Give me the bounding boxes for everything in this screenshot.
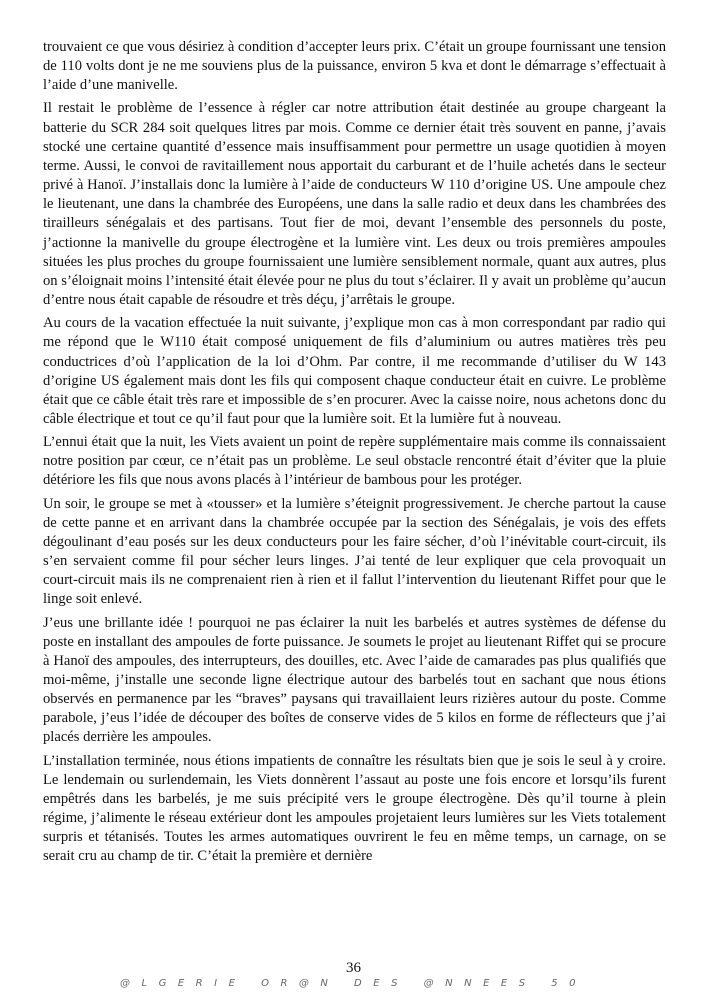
- body-text: [43, 38, 666, 871]
- paragraph-1: trouvaient ce que vous désiriez à condition d’accepter leurs prix. C’était un groupe fournissant une tension de 110 volts dont je ne me souviens plus de la puissance, environ 5 kva et dont le démarrage s’effectuait à l’aide d’une manivelle.: [43, 39, 666, 94]
- footer-title: @LGERIE OR@N DES @NNEES 50: [120, 978, 587, 989]
- paragraph-5: Un soir, le groupe se met à «tousser» et la lumière s’éteignit progressivement. Je cherche partout la cause de cette panne et en arrivant dans la chambrée occupée par la section des Sénégalais, je vois des effets dégoulinant d’eau posés sur les deux conducteurs pour les faire sécher, d’où l’inévitable court-circuit, ils s’en servaient comme fil pour sécher leurs linges. J’ai tenté de leur expliquer que cela provoquait un court-circuit mais ils ne comprenaient rien à rien et il fallut l’intervention du lieutenant Riffet pour que le linge soit enlevé.: [43, 495, 666, 608]
- page-number: 36: [346, 960, 361, 976]
- paragraph-3: Au cours de la vacation effectuée la nuit suivante, j’explique mon cas à mon correspondant par radio qui me répond que le W110 était composé uniquement de fils d’aluminium ou autres matières très peu conductrices d’où l’application de la loi d’Ohm. Par contre, il me recommande d’utiliser du W 143 d’origine US également mais dont les fils qui composent chaque conducteur était en cuivre. Le problème était que ce câble était très rare et impossible de s’en procurer. Avec la caisse noire, nous achetons donc du câble électrique et tout ce qu’il faut pour que la lumière soit. Et la lumière fut à nouveau.: [43, 315, 666, 427]
- paragraph-2: Il restait le problème de l’essence à régler car notre attribution était destinée au groupe chargeant la batterie du SCR 284 soit quelques litres par mois. Comme ce dernier était très souvent en panne, j’avais stocké une certaine quantité d’essence mais insuffisamment pour permettre un usage quotidien à moyen terme. Aussi, le convoi de ravitaillement nous apportait du carburant et de l’huile achetés dans le secteur privé à Hanoï. J’installais donc la lumière à l’aide de conducteurs W 110 d’origine US. Une ampoule chez le lieutenant, une dans la chambrée des Européens, une dans la salle radio et deux dans les chambrées des tirailleurs sénégalais et des partisans. Tout fier de moi, devant l’ensemble des personnels du poste, j’actionne la manivelle du groupe électrogène et la lumière vint. Les deux ou trois premières ampoules situées les plus proches du groupe fournissaient une lumière sensiblement normale, quant aux autres, plus on s’éloignait moins l’intensité était élevée pour ne plus du tout s’éclairer. Il y avait un problème qu’aucun d’entre nous était capable de résoudre et très déçu, j’arrêtais le groupe.: [43, 100, 666, 309]
- paragraph-6: J’eus une brillante idée ! pourquoi ne pas éclairer la nuit les barbelés et autres systèmes de défense du poste en installant des ampoules de forte puissance. Je soumets le projet au lieutenant Riffet qui se procure à Hanoï des ampoules, des interrupteurs, des douilles, etc. Avec l’aide de camarades pas plus qualifiés que moi-même, j’installe une seconde ligne électrique autour des barbelés tout en sachant que nous étions observés en permanence par les “braves” paysans qui travaillaient leurs rizières autour du poste. Comme parabole, j’eus l’idée de découper des boîtes de conserve vides de 5 kilos en forme de réflecteurs que j’ai placés derrière les ampoules.: [43, 614, 666, 746]
- paragraph-7: L’installation terminée, nous étions impatients de connaître les résultats bien que je sois le seul à y croire. Le lendemain ou surlendemain, les Viets donnèrent l’assaut au poste une fois encore et lorsqu’ils furent empêtrés dans les barbelés, je me suis précipité vers le groupe électrogène. Dès qu’il tourne à plein régime, j’alimente le réseau extérieur dont les ampoules projetaient leurs lumières sur les Viets totalement surpris et tétanisés. Toutes les armes automatiques ouvrirent le feu en même temps, un carnage, on se serait cru au champ de tir. C’était la première et dernière: [43, 752, 666, 865]
- paragraph-4: L’ennui était que la nuit, les Viets avaient un point de repère supplémentaire mais comme ils connaissaient notre position par cœur, ce n’était pas un problème. Le seul obstacle rencontré était d’éviter que la pluie détériore les fils que nous avons placés à l’intérieur de bambous pour les protéger.: [43, 434, 666, 489]
